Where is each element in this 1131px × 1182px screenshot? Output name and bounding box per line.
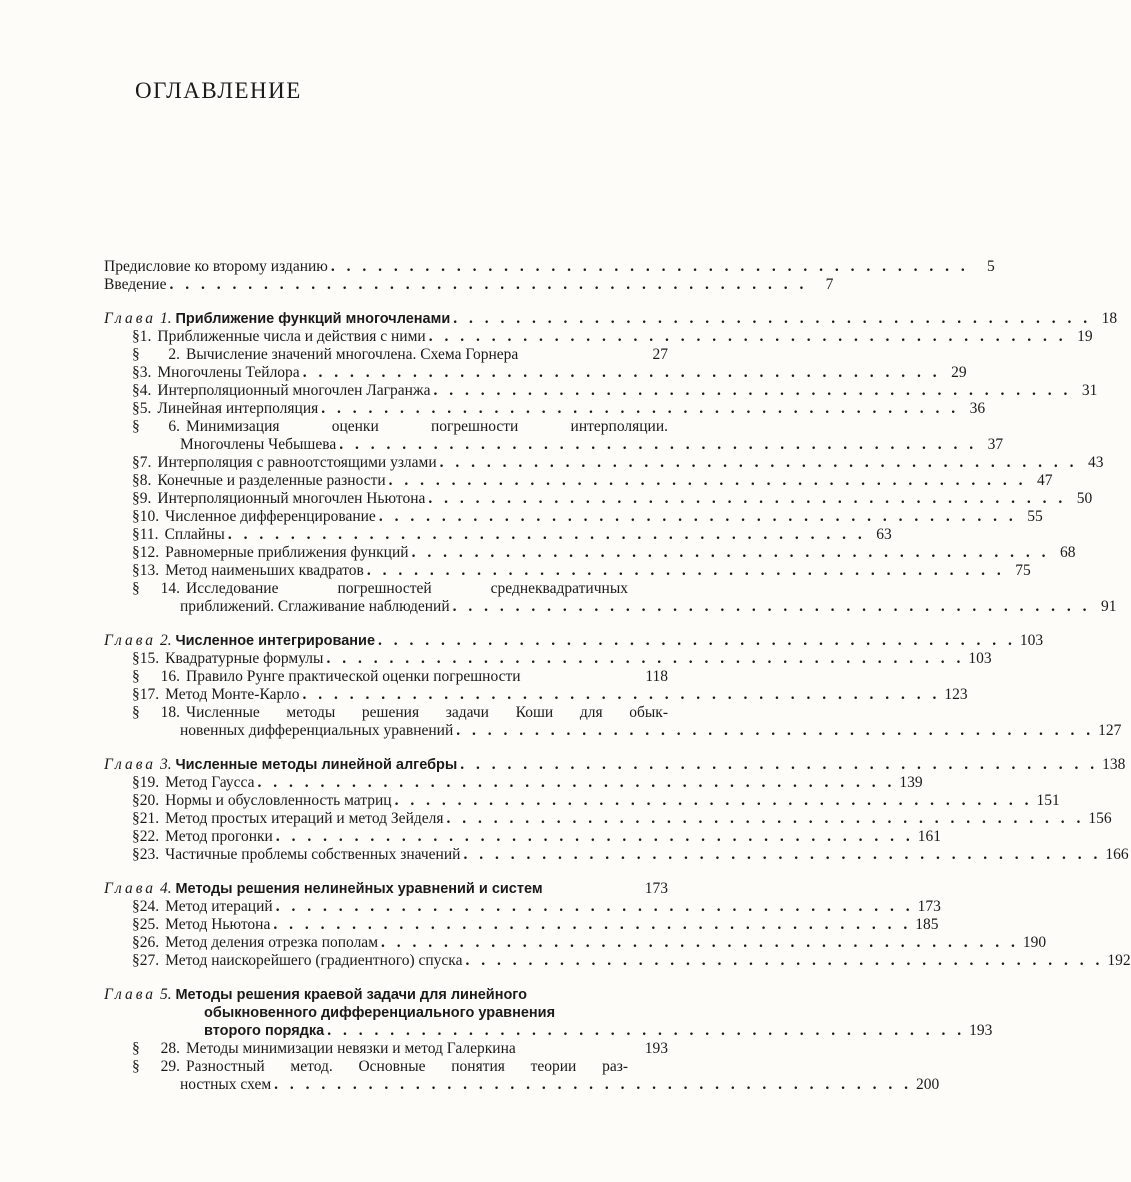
section-number: 18. [160,704,180,721]
page-number: 37 [987,436,1004,453]
section-number: 20. [139,792,160,809]
section-sign: § [132,490,140,507]
toc-chapter-2[interactable] [104,632,1044,650]
page-number: 139 [899,774,923,791]
page-number: 75 [1015,562,1031,579]
section-number: 5. [139,400,152,417]
page-number: 127 [1098,722,1122,739]
section-title: Квадратурные формулы [165,650,324,667]
page-number: 173 [644,880,668,897]
chapter-title: Методы решения нелинейных уравнений и систем [175,881,543,897]
section-sign: § [132,328,140,345]
section-number: 14. [160,580,180,597]
chapter-label: Глава [104,632,157,649]
toc-entry-introduction[interactable] [104,276,834,294]
section-sign: § [132,952,140,969]
leader-dots: . . . . . . . . . . . . . . . . . . . . . . . . . . . . . . . . . . . . . . . . . [439,454,1078,471]
chapter-label: Глава [104,756,157,773]
section-sign: § [132,418,140,435]
section-number: 1. [139,328,152,345]
leader-dots: . . . . . . . . . . . . . . . . . . . . . . . . . . . . . . . . . . . . . . . . . [275,828,914,845]
section-sign: § [132,472,140,489]
leader-dots: . . . . . . . . . . . . . . . . . . . . . . . . . . . . . . . . . . . . . . . . . [327,1022,966,1039]
section-number: 7. [139,454,152,471]
toc-section-9[interactable] [104,490,1093,508]
leader-dots: . . . . . . . . . . . . . . . . . . . . . . . . . . . . . . . . . . . . . . . . . [257,774,896,791]
toc-section-18-continued[interactable] [104,722,1122,740]
toc-section-15[interactable] [104,650,992,668]
section-title: Метод Ньютона [165,916,271,933]
page-number: 185 [915,916,939,933]
page-number: 156 [1088,810,1112,827]
section-number: 15. [139,650,160,667]
section-sign: § [132,916,140,933]
toc-section-6[interactable] [104,418,668,436]
chapter-title: Приближение функций многочленами [175,311,451,327]
section-title: Частичные проблемы собственных значений [165,846,461,863]
section-sign: § [132,686,140,703]
chapter-label: Глава [104,310,157,327]
section-number: 21. [139,810,160,827]
leader-dots: . . . . . . . . . . . . . . . . . . . . . . . . . . . . . . . . . . . . . . . . . [428,328,1067,345]
section-title: Численное дифференцирование [165,508,376,525]
chapter-title: Численные методы линейной алгебры [175,757,458,773]
page-number: 55 [1027,508,1043,525]
section-title-continued: Многочлены Чебышева [180,436,337,453]
leader-dots: . . . . . . . . . . . . . . . . . . . . . . . . . . . . . . . . . . . . . . . . . [273,916,912,933]
section-sign: § [132,1040,140,1057]
toc-section-17[interactable] [104,686,968,704]
toc-section-29[interactable] [104,1058,668,1076]
section-title: Вычисление значений многочлена. Схема Горнера [186,346,519,363]
toc-section-29-continued[interactable] [104,1076,940,1094]
section-sign: § [132,650,140,667]
section-title: Правило Рунге практической оценки погрешности [186,668,521,685]
section-number: 11. [139,526,159,543]
leader-dots: . . . . . . . . . . . . . . . . . . . . . . . . . . . . . . . . . . . . . . . . . [302,364,941,381]
toc-chapter-4[interactable] [104,880,668,898]
page-number: 193 [644,1040,668,1057]
section-number: 28. [160,1040,180,1057]
section-sign: § [132,668,140,685]
leader-dots: . . . . . . . . . . . . . . . . . . . . . . . . . . . . . . . . . . . . . . . . . [394,792,1033,809]
section-title: Равномерные приближения функций [165,544,409,561]
section-title: Нормы и обусловленность матриц [165,792,392,809]
leader-dots: . . . . . . . . . . . . . . . . . . . . . . . . . . . . . . . . . . . . . . . . . [465,952,1104,969]
toc-section-13[interactable] [104,562,1031,580]
leader-dots: . . . . . . . . . . . . . . . . . . . . . . . . . . . . . . . . . . . . . . . . . [388,472,1027,489]
toc-chapter-3[interactable] [104,756,1126,774]
page-number: 166 [1105,846,1129,863]
chapter-number: 5. [159,986,172,1003]
chapter-title-continued: обыкновенного дифференциального уравнения [204,1005,556,1021]
section-title: Метод наименьших квадратов [165,562,364,579]
toc-section-5[interactable] [104,400,986,418]
section-number: 3. [139,364,152,381]
section-number: 9. [139,490,152,507]
chapter-label: Глава [104,880,157,897]
page-number: 47 [1037,472,1053,489]
section-number: 16. [160,668,180,685]
page-number: 31 [1081,382,1098,399]
section-sign: § [132,382,140,399]
leader-dots: . . . . . . . . . . . . . . . . . . . . . . . . . . . . . . . . . . . . . . . . . [378,508,1017,525]
toc-entry-preface[interactable] [104,258,995,276]
leader-dots: . . . . . . . . . . . . . . . . . . . . . . . . . . . . . . . . . . . . . . . . . [428,490,1067,507]
section-number: 22. [139,828,160,845]
section-title: Численные методы решения задачи Коши для обык- [186,704,668,721]
toc-section-23[interactable] [104,846,1129,864]
page-number: 50 [1076,490,1093,507]
section-sign: § [132,364,140,381]
chapter-title-continued: второго порядка [204,1023,325,1039]
leader-dots: . . . . . . . . . . . . . . . . . . . . . . . . . . . . . . . . . . . . . . . . . [452,598,1091,615]
section-number: 25. [139,916,160,933]
page-number: 173 [917,898,941,915]
page-number: 43 [1088,454,1104,471]
section-number: 26. [139,934,160,951]
section-number: 8. [139,472,152,489]
toc-section-4[interactable] [104,382,1098,400]
page-number: 103 [968,650,992,667]
toc-section-8[interactable] [104,472,1053,490]
section-title: Метод Гаусса [165,774,255,791]
section-title: Методы минимизации невязки и метод Галеркина [186,1040,516,1057]
page-number: 27 [652,346,668,363]
leader-dots: . . . . . . . . . . . . . . . . . . . . . . . . . . . . . . . . . . . . . . . . . [330,258,969,275]
page-number: 200 [916,1076,940,1093]
section-sign: § [132,774,140,791]
leader-dots: . . . . . . . . . . . . . . . . . . . . . . . . . . . . . . . . . . . . . . . . . [381,934,1019,951]
toc-section-2[interactable] [104,346,668,364]
section-title: Метод наискорейшего (градиентного) спуска [165,952,463,969]
page-number: 192 [1107,952,1131,969]
toc-section-14[interactable] [104,580,668,598]
leader-dots: . . . . . . . . . . . . . . . . . . . . . . . . . . . . . . . . . . . . . . . . . [326,650,965,667]
leader-dots: . . . . . . . . . . . . . . . . . . . . . . . . . . . . . . . . . . . . . . . . . [366,562,1005,579]
table-of-contents [104,258,1131,1094]
page-number: 190 [1022,934,1047,951]
chapter-number: 2. [159,632,172,649]
toc-section-16[interactable] [104,668,668,686]
section-sign: § [132,810,140,827]
leader-dots: . . . . . . . . . . . . . . . . . . . . . . . . . . . . . . . . . . . . . . . . . [227,526,866,543]
leader-dots: . . . . . . . . . . . . . . . . . . . . . . . . . . . . . . . . . . . . . . . . . [411,544,1050,561]
chapter-number: 3. [159,756,172,773]
toc-section-24[interactable] [104,898,941,916]
toc-section-19[interactable] [104,774,923,792]
section-sign: § [132,792,140,809]
section-number: 10. [139,508,160,525]
page-number: 5 [987,258,995,275]
section-sign: § [132,580,140,597]
section-sign: § [132,454,140,471]
leader-dots: . . . . . . . . . . . . . . . . . . . . . . . . . . . . . . . . . . . . . . . . . [321,400,960,417]
section-title: Метод простых итераций и метод Зейделя [165,810,444,827]
chapter-title: Методы решения краевой задачи для линейного [175,987,528,1003]
section-title-continued: приближений. Сглаживание наблюдений [180,598,450,615]
page-title: ОГЛАВЛЕНИЕ [135,78,302,103]
page-number: 18 [1101,310,1118,327]
section-number: 4. [139,382,152,399]
page-number: 123 [944,686,968,703]
chapter-number: 1. [159,310,172,327]
section-title: Линейная интерполяция [157,400,319,417]
section-number: 27. [139,952,160,969]
toc-section-25[interactable] [104,916,939,934]
entry-title: Введение [104,276,167,293]
page-number: 161 [917,828,941,845]
chapter-title: Численное интегрирование [175,633,376,649]
section-title-continued: ностных схем [180,1076,272,1093]
page-number: 118 [645,668,668,685]
toc-section-21[interactable] [104,810,1112,828]
section-sign: § [132,544,140,561]
section-title-continued: новенных дифференциальных уравнений [180,722,454,739]
section-number: 23. [139,846,160,863]
section-title: Разностный метод. Основные понятия теории раз- [186,1058,628,1075]
leader-dots: . . . . . . . . . . . . . . . . . . . . . . . . . . . . . . . . . . . . . . . . . [275,898,914,915]
section-title: Метод Монте-Карло [165,686,300,703]
leader-dots: . . . . . . . . . . . . . . . . . . . . . . . . . . . . . . . . . . . . . . . . . [378,632,1016,649]
page-number: 193 [969,1022,993,1039]
toc-section-1[interactable] [104,328,1093,346]
page-number: 138 [1102,756,1126,773]
toc-section-7[interactable] [104,454,1104,472]
leader-dots: . . . . . . . . . . . . . . . . . . . . . . . . . . . . . . . . . . . . . . . . . [433,382,1072,399]
toc-section-14-continued[interactable] [104,598,1117,616]
section-sign: § [132,1058,140,1075]
section-title: Приближенные числа и действия с ними [157,328,426,345]
section-title: Минимизация оценки погрешности интерполяции. [186,418,668,435]
section-title: Исследование погрешностей среднеквадратичных [186,580,628,597]
section-title: Интерполяция с равноотстоящими узлами [157,454,437,471]
section-number: 6. [168,418,180,435]
leader-dots: . . . . . . . . . . . . . . . . . . . . . . . . . . . . . . . . . . . . . . . . . [339,436,978,453]
toc-section-11[interactable] [104,526,892,544]
chapter-number: 4. [159,880,172,897]
page-number: 19 [1077,328,1093,345]
toc-section-10[interactable] [104,508,1043,526]
toc-section-28[interactable] [104,1040,668,1058]
page-number: 103 [1019,632,1044,649]
page-number: 91 [1100,598,1117,615]
leader-dots: . . . . . . . . . . . . . . . . . . . . . . . . . . . . . . . . . . . . . . . . . [274,1076,913,1093]
section-title: Метод деления отрезка пополам [165,934,379,951]
leader-dots: . . . . . . . . . . . . . . . . . . . . . . . . . . . . . . . . . . . . . . . . . [460,756,1099,773]
page-number: 7 [825,276,834,293]
toc-chapter-5[interactable] [104,986,668,1004]
leader-dots: . . . . . . . . . . . . . . . . . . . . . . . . . . . . . . . . . . . . . . . . . [456,722,1095,739]
toc-section-18[interactable] [104,704,668,722]
section-sign: § [132,828,140,845]
toc-section-26[interactable] [104,934,1047,952]
section-sign: § [132,898,140,915]
leader-dots: . . . . . . . . . . . . . . . . . . . . . . . . . . . . . . . . . . . . . . . . . [453,310,1092,327]
section-title: Метод итераций [165,898,273,915]
section-sign: § [132,562,140,579]
toc-section-20[interactable] [104,792,1060,810]
section-number: 17. [139,686,160,703]
section-number: 2. [168,346,180,363]
toc-chapter-5-continued[interactable] [104,1004,668,1022]
section-sign: § [132,400,140,417]
entry-title: Предисловие ко второму изданию [104,258,328,275]
page-number: 29 [951,364,967,381]
leader-dots: . . . . . . . . . . . . . . . . . . . . . . . . . . . . . . . . . . . . . . . . . [302,686,941,703]
toc-section-3[interactable] [104,364,967,382]
chapter-label: Глава [104,986,157,1003]
section-number: 29. [160,1058,180,1075]
leader-dots: . . . . . . . . . . . . . . . . . . . . . . . . . . . . . . . . . . . . . . . . . [169,276,808,293]
leader-dots: . . . . . . . . . . . . . . . . . . . . . . . . . . . . . . . . . . . . . . . . . [463,846,1102,863]
section-title: Метод прогонки [165,828,273,845]
section-title: Конечные и разделенные разности [157,472,386,489]
page-number: 63 [876,526,892,543]
page-number: 151 [1036,792,1060,809]
section-number: 24. [139,898,160,915]
toc-chapter-5-continued-2[interactable] [104,1022,993,1040]
section-sign: § [132,346,140,363]
section-number: 12. [139,544,160,561]
section-sign: § [132,508,140,525]
section-title: Интерполяционный многочлен Лагранжа [157,382,431,399]
toc-section-6-continued[interactable] [104,436,1004,454]
section-sign: § [132,526,140,543]
toc-section-12[interactable] [104,544,1076,562]
section-number: 19. [139,774,160,791]
page-number: 36 [969,400,986,417]
section-number: 13. [139,562,160,579]
page-number: 68 [1059,544,1076,561]
section-title: Многочлены Тейлора [157,364,300,381]
toc-section-22[interactable] [104,828,941,846]
section-title: Интерполяционный многочлен Ньютона [157,490,426,507]
toc-chapter-1[interactable] [104,310,1118,328]
section-sign: § [132,704,140,721]
section-sign: § [132,846,140,863]
section-sign: § [132,934,140,951]
section-title: Сплайны [164,526,225,543]
leader-dots: . . . . . . . . . . . . . . . . . . . . . . . . . . . . . . . . . . . . . . . . . [446,810,1085,827]
toc-section-27[interactable] [104,952,1131,970]
